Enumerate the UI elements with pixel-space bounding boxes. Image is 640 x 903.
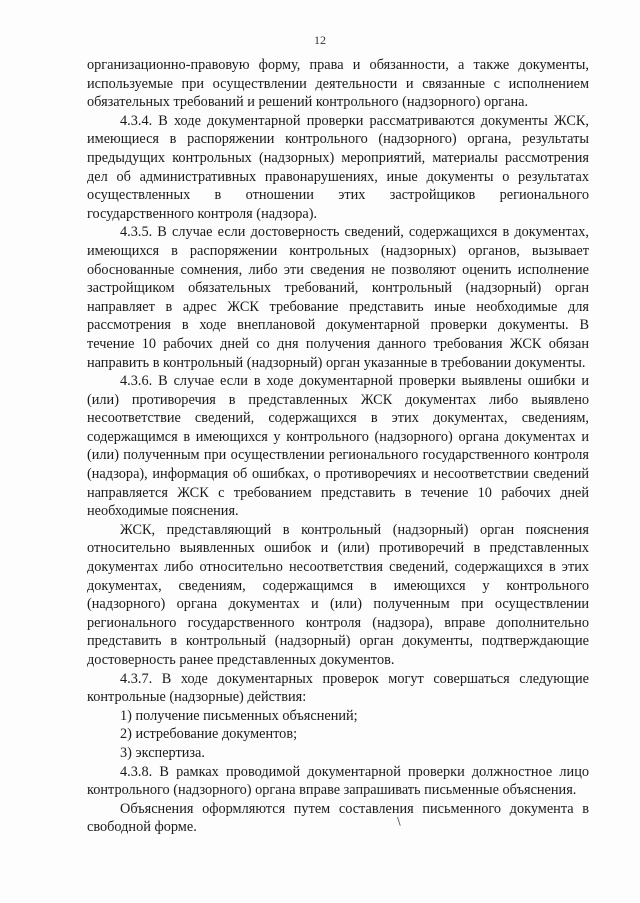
- scan-mark: \: [397, 815, 401, 828]
- list-item-2: 2) истребование документов;: [120, 726, 298, 743]
- document-body: [87, 56, 589, 837]
- paragraph-explanations-form: Объяснения оформляются путем составления письменного документа в свободной форме.: [87, 800, 589, 836]
- list-item-3: 3) экспертиза.: [120, 744, 205, 761]
- list-item-1: 1) получение письменных объяснений;: [120, 707, 358, 724]
- page-number: 12: [314, 33, 326, 47]
- paragraph-4-3-8: 4.3.8. В рамках проводимой документарной проверки должностное лицо контрольного (надзорного) органа вправе запрашивать письменные объяснения.: [87, 763, 589, 799]
- paragraph-4-3-4: 4.3.4. В ходе документарной проверки рассматриваются документы ЖСК, имеющиеся в распоряжении контрольного (надзорного) органа, результаты предыдущих контрольных (надзорных) мероприятий, материалы рассмотрения дел об административных правонарушениях, иные документы о результатах осуществленных в отношении этих застройщиков регионального государственного контроля (надзора).: [87, 112, 589, 222]
- paragraph-zhsk-explanations: ЖСК, представляющий в контрольный (надзорный) орган пояснения относительно выявленных ошибок и (или) противоречий в представленных документах либо относительно несоответствия сведений, содержащихся в этих документах, сведениям, содержащимся в имеющихся у контрольного (надзорного) органа документах и (или) полученным при осуществлении регионального государственного контроля (надзора), вправе дополнительно представить в контрольный (надзорный) орган документы, подтверждающие достоверность ранее представленных документов.: [87, 521, 589, 668]
- paragraph-4-3-5: 4.3.5. В случае если достоверность сведений, содержащихся в документах, имеющихся в распоряжении контрольных (надзорных) органов, вызывает обоснованные сомнения, либо эти сведения не позволяют оценить исполнение застройщиком обязательных требований, контрольный (надзорный) орган направляет в адрес ЖСК требование представить иные необходимые для рассмотрения в ходе внеплановой документарной проверки документы. В течение 10 рабочих дней со дня получения данного требования ЖСК обязан направить в контрольный (надзорный) орган указанные в требовании документы.: [87, 224, 589, 371]
- paragraph-continuation: организационно-правовую форму, права и обязанности, а также документы, используемые при осуществлении деятельности и связанные с исполнением обязательных требований и решений контрольного (надзорного) органа.: [87, 57, 589, 111]
- paragraph-4-3-7: 4.3.7. В ходе документарных проверок могут совершаться следующие контрольные (надзорные) действия:: [87, 670, 589, 706]
- paragraph-4-3-6: 4.3.6. В случае если в ходе документарной проверки выявлены ошибки и (или) противоречия в представленных ЖСК документах либо выявлено несоответствие сведений, содержащихся в этих документах, сведениям, содержащимся в имеющихся у контрольного (надзорного) органа документах и (или) полученным при осуществлении регионального государственного контроля (надзора), информация об ошибках, о противоречиях и несоответствии сведений направляется ЖСК с требованием представить в течение 10 рабочих дней необходимые пояснения.: [87, 373, 589, 520]
